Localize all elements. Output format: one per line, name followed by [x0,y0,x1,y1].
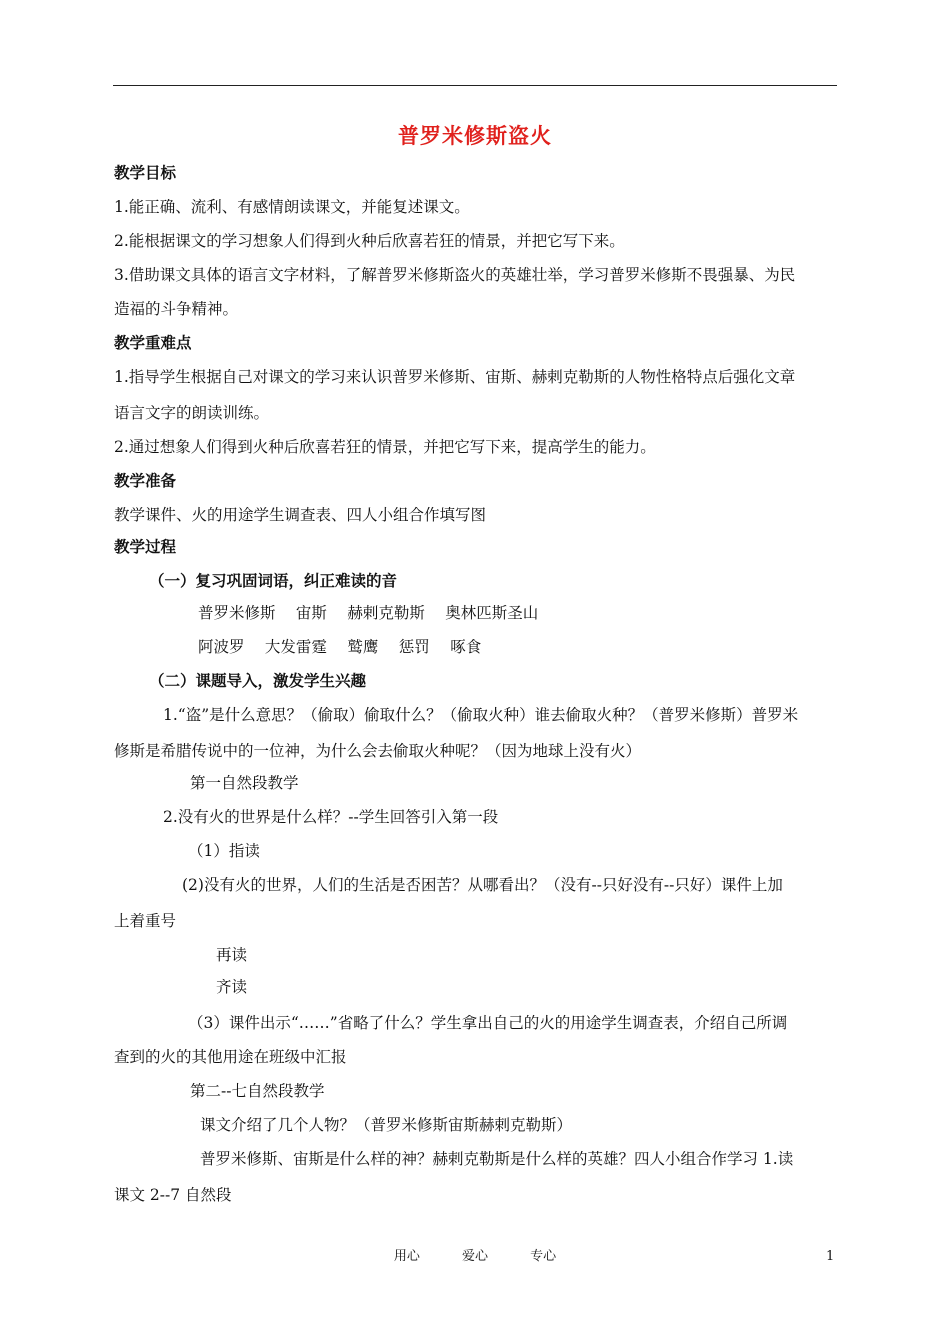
preparation-text: 教学课件、火的用途学生调查表、四人小组合作填写图 [114,506,487,524]
page-number: 1 [826,1249,835,1264]
document-title: 普罗米修斯盗火 [398,123,552,148]
group-study-cont: 课文 2--7 自然段 [114,1186,232,1204]
header-rule [113,85,837,86]
sub-step-1: （1）指读 [188,842,260,860]
key-point-1-cont: 语言文字的朗读训练。 [114,404,270,422]
sub-step-2-cont: 上着重号 [114,912,177,930]
heading-preparation: 教学准备 [114,471,177,490]
question-1-cont: 修斯是希腊传说中的一位神，为什么会去偷取火种呢？（因为地球上没有火） [114,742,642,760]
footer-motto-1: 用心 [393,1249,420,1264]
objective-3: 3.借助课文具体的语言文字材料，了解普罗米修斯盗火的英雄壮举，学习普罗米修斯不畏强暴、为民 [114,266,796,284]
heading-process: 教学过程 [114,537,177,556]
key-point-1: 1.指导学生根据自己对课文的学习来认识普罗米修斯、宙斯、赫剌克勒斯的人物性格特点后强化文章 [114,368,796,386]
step-1-heading: （一）复习巩固词语，纠正难读的音 [149,571,398,590]
question-2: 2.没有火的世界是什么样？--学生回答引入第一段 [163,808,499,826]
sub-step-2: (2)没有火的世界，人们的生活是否困苦？从哪看出？（没有--只好没有--只好）课件上加 [182,876,783,894]
footer-motto-2: 爱心 [461,1249,488,1264]
paragraph-1-teaching: 第一自然段教学 [190,774,299,792]
heading-key-points: 教学重难点 [114,333,192,352]
group-study: 普罗米修斯、宙斯是什么样的神？赫剌克勒斯是什么样的英雄？四人小组合作学习 1.读 [200,1150,794,1168]
question-1: 1.“盗”是什么意思？（偷取）偷取什么？（偷取火种）谁去偷取火种？（普罗米修斯）普罗米 [163,706,799,724]
read-together: 齐读 [216,978,248,996]
reread: 再读 [216,946,248,964]
sub-step-3-cont: 查到的火的其他用途在班级中汇报 [114,1048,347,1066]
paragraphs-2-7-teaching: 第二--七自然段教学 [190,1082,325,1100]
key-point-2: 2.通过想象人们得到火种后欣喜若狂的情景，并把它写下来，提高学生的能力。 [114,438,656,456]
step-2-heading: （二）课题导入，激发学生兴趣 [149,671,367,690]
characters-question: 课文介绍了几个人物？（普罗米修斯宙斯赫剌克勒斯） [200,1116,573,1134]
objective-1: 1.能正确、流利、有感情朗读课文，并能复述课文。 [114,198,470,216]
objective-3-cont: 造福的斗争精神。 [114,300,239,318]
sub-step-3: （3）课件出示“……”省略了什么？学生拿出自己的火的用途学生调查表，介绍自己所调 [188,1014,788,1032]
footer-motto-3: 专心 [530,1249,557,1264]
vocab-row-1: 普罗米修斯 宙斯 赫剌克勒斯 奥林匹斯圣山 [198,604,539,622]
footer-motto [0,1248,950,1266]
heading-objectives: 教学目标 [114,163,177,182]
objective-2: 2.能根据课文的学习想象人们得到火种后欣喜若狂的情景，并把它写下来。 [114,232,625,250]
vocab-row-2: 阿波罗 大发雷霆 鹫鹰 惩罚 啄食 [198,638,482,656]
